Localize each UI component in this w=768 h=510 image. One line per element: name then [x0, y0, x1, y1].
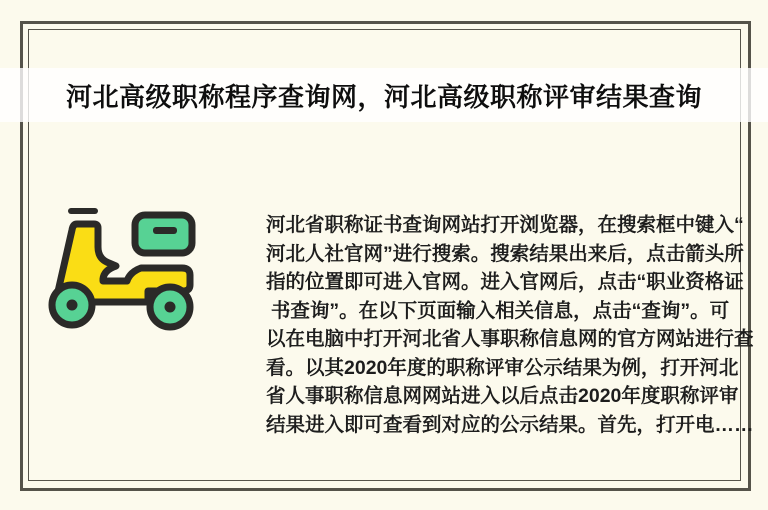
body-text-line: 看。以其2020年度的职称评审公示结果为例，打开河北: [266, 356, 739, 379]
article-content: [0, 122, 768, 485]
body-text-line: 河北人社官网”进行搜索。搜索结果出来后，点击箭头所: [266, 242, 744, 265]
scooter-rear-hub: [165, 302, 176, 313]
body-text-line: 省人事职称信息网网站进入以后点击2020年度职称评审: [266, 385, 739, 407]
title-highlight-band: [0, 68, 768, 122]
body-text-line: 河北省职称证书查询网站打开浏览器，在搜索框中键入“: [266, 214, 744, 236]
scooter-handlebar: [68, 208, 98, 214]
body-text-line: 结果进入即可查看到对应的公示结果。首先，打开电……: [266, 413, 754, 436]
page-title: 河北高级职称程序查询网，河北高级职称评审结果查询: [65, 81, 702, 112]
scooter-box-slot: [153, 227, 177, 234]
body-text-line: 指的位置即可进入官网。进入官网后，点击“职业资格证: [266, 271, 744, 293]
body-text-line: 以在电脑中打开河北省人事职称信息网的官方网站进行查: [266, 328, 754, 350]
body-text-line: 书查询”。在以下页面输入相关信息，点击“查询”。可: [270, 299, 730, 322]
delivery-scooter-icon: [45, 198, 200, 333]
scooter-front-hub: [67, 300, 78, 311]
article-body-text: [266, 211, 754, 439]
